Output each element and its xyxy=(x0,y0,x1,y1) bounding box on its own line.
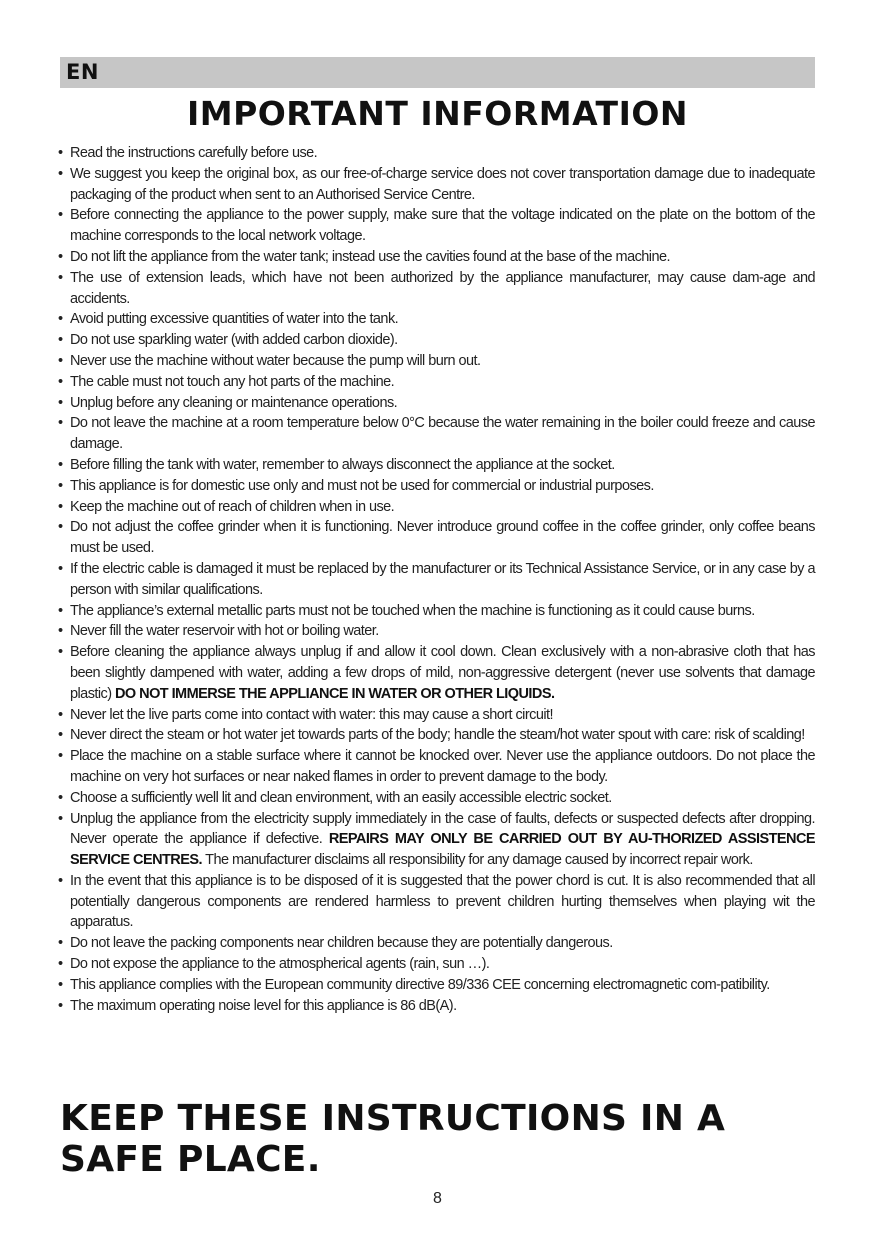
bold-warning: DO NOT IMMERSE THE APPLIANCE IN WATER OR OTHER LIQUIDS. xyxy=(115,685,555,702)
list-item: • Do not lift the appliance from the water tank; instead use the cavities found at the base of the machine. xyxy=(60,247,815,268)
list-item: • We suggest you keep the original box, as our free-of-charge service does not cover transportation damage due to inadequate packaging of the product when sent to an Authorised Service Centre. xyxy=(60,164,815,206)
list-item: • Do not adjust the coffee grinder when it is functioning. Never introduce ground coffee in the coffee grinder, only coffee beans must be used. xyxy=(60,517,815,559)
list-item: • In the event that this appliance is to be disposed of it is suggested that the power chord is cut. It is also recommended that all potentially dangerous components are rendered harmless to prevent children hurting themselves when playing wit the apparatus. xyxy=(60,871,815,933)
list-item: • The cable must not touch any hot parts of the machine. xyxy=(60,372,815,393)
page-number: 8 xyxy=(433,1190,442,1207)
language-bar xyxy=(60,57,815,88)
list-item: • Never use the machine without water because the pump will burn out. xyxy=(60,351,815,372)
safety-instructions-list xyxy=(60,143,815,1016)
list-item: • Never let the live parts come into contact with water: this may cause a short circuit! xyxy=(60,705,815,726)
list-item: • Choose a sufficiently well lit and clean environment, with an easily accessible electric socket. xyxy=(60,788,815,809)
list-item: • Do not expose the appliance to the atmospherical agents (rain, sun …). xyxy=(60,954,815,975)
list-item: • Avoid putting excessive quantities of water into the tank. xyxy=(60,309,815,330)
list-item: • The maximum operating noise level for this appliance is 86 dB(A). xyxy=(60,996,815,1017)
list-item: • Do not leave the machine at a room temperature below 0°C because the water remaining in the boiler could freeze and cause damage. xyxy=(60,413,815,455)
list-item: • Before filling the tank with water, remember to always disconnect the appliance at the socket. xyxy=(60,455,815,476)
list-item: • Never fill the water reservoir with hot or boiling water. xyxy=(60,621,815,642)
language-label: EN xyxy=(66,60,99,84)
list-item: • Never direct the steam or hot water jet towards parts of the body; handle the steam/hot water spout with care: risk of scalding! xyxy=(60,725,815,746)
page-title: IMPORTANT INFORMATION xyxy=(186,94,689,133)
list-item: • The use of extension leads, which have not been authorized by the appliance manufacturer, may cause dam-age and accidents. xyxy=(60,268,815,310)
list-item: • Unplug the appliance from the electricity supply immediately in the case of faults, defects or suspected defects after dropping. Never operate the appliance if defective. REPAIRS MAY ONLY BE CARRIED OUT BY AU-THORIZED ASSISTENCE SERVICE CENTRES. The manufacturer disclaims all responsibility for any damage caused by incorrect repair work. xyxy=(60,809,815,871)
list-item: • Read the instructions carefully before use. xyxy=(60,143,815,164)
list-item: • This appliance is for domestic use only and must not be used for commercial or industrial purposes. xyxy=(60,476,815,497)
list-item: • Do not use sparkling water (with added carbon dioxide). xyxy=(60,330,815,351)
list-item: • Unplug before any cleaning or maintenance operations. xyxy=(60,393,815,414)
list-item: • Place the machine on a stable surface where it cannot be knocked over. Never use the appliance outdoors. Do not place the machine on very hot surfaces or near naked flames in order to prevent damage to the body. xyxy=(60,746,815,788)
list-item: • This appliance complies with the European community directive 89/336 CEE concerning electromagnetic com-patibility. xyxy=(60,975,815,996)
list-item: • If the electric cable is damaged it must be replaced by the manufacturer or its Technical Assistance Service, or in any case by a person with similar qualifications. xyxy=(60,559,815,601)
list-item: • Do not leave the packing components near children because they are potentially dangerous. xyxy=(60,933,815,954)
list-item: • Before connecting the appliance to the power supply, make sure that the voltage indicated on the plate on the bottom of the machine corresponds to the local network voltage. xyxy=(60,205,815,247)
list-item: • Keep the machine out of reach of children when in use. xyxy=(60,497,815,518)
keep-instructions-heading: KEEP THESE INSTRUCTIONS IN A SAFE PLACE. xyxy=(60,1098,726,1180)
list-item: • The appliance’s external metallic parts must not be touched when the machine is functioning as it could cause burns. xyxy=(60,601,815,622)
bold-warning: REPAIRS MAY ONLY BE CARRIED OUT BY AU-THORIZED ASSISTENCE SERVICE CENTRES. xyxy=(70,831,815,869)
list-item: • Before cleaning the appliance always unplug if and allow it cool down. Clean exclusively with a non-abrasive cloth that has been slightly dampened with water, adding a few drops of mild, non-aggressive detergent (never use solvents that damage plastic) DO NOT IMMERSE THE APPLIANCE IN WATER OR OTHER LIQUIDS. xyxy=(60,642,815,704)
